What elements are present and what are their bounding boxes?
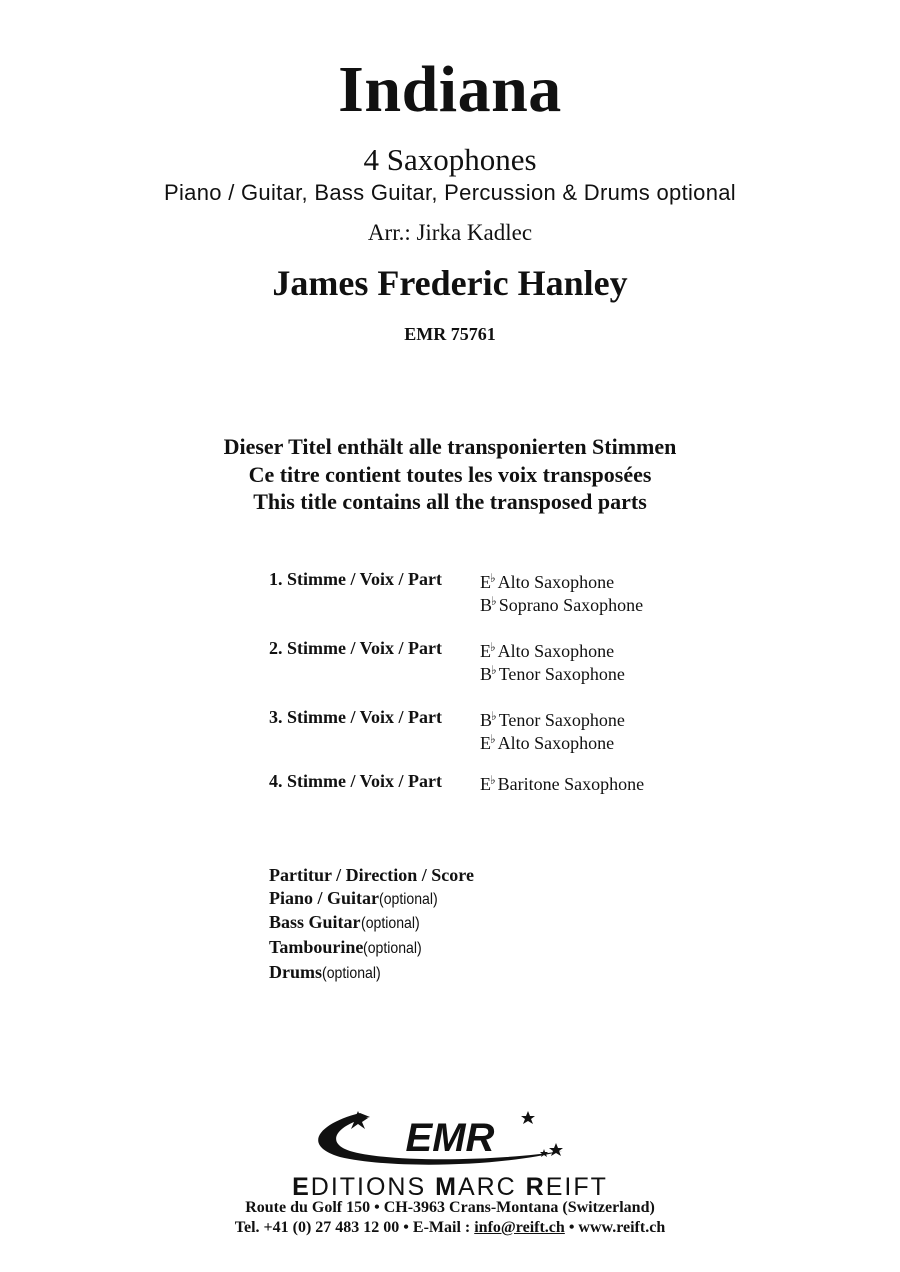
- website: • www.reift.ch: [564, 1219, 666, 1236]
- publisher-address: Route du Golf 150 • CH-3963 Crans-Montana (Switzerland): [245, 1199, 655, 1216]
- composer: James Frederic Hanley: [272, 263, 628, 303]
- part-instrument: E♭ Alto Saxophone: [480, 571, 615, 592]
- extra-item: Partitur / Direction / Score: [269, 865, 474, 885]
- extra-item: Piano / Guitar(optional): [269, 887, 438, 908]
- part-label: 1. Stimme / Voix / Part: [269, 569, 442, 589]
- extra-item: Bass Guitar(optional): [269, 912, 420, 933]
- publisher-tel: Tel. +41 (0) 27 483 12 00 • E-Mail :: [234, 1219, 475, 1236]
- transposition-notice: [0, 433, 900, 516]
- subtitle: 4 Saxophones: [363, 142, 537, 177]
- part-instrument: B♭ Tenor Saxophone: [480, 709, 625, 730]
- publisher-name: EDITIONS MARC REIFT: [292, 1173, 608, 1201]
- catalog-number: EMR 75761: [404, 324, 496, 344]
- notice-french: Ce titre contient toutes les voix transposées: [248, 461, 652, 487]
- additional-parts: [269, 864, 474, 986]
- part-instrument: B♭ Soprano Saxophone: [480, 594, 644, 615]
- publisher-contact: [0, 1219, 900, 1237]
- extra-item: Drums(optional): [269, 961, 381, 982]
- instrumentation: Piano / Guitar, Bass Guitar, Percussion & Drums optional: [164, 180, 736, 205]
- notice-english: This title contains all the transposed parts: [253, 489, 647, 514]
- part-instrument: E♭ Alto Saxophone: [480, 640, 615, 661]
- part-instruments: [480, 638, 625, 684]
- part-instruments: [480, 707, 625, 753]
- part-label: 4. Stimme / Voix / Part: [269, 771, 442, 791]
- arranger: Arr.: Jirka Kadlec: [367, 220, 533, 245]
- part-instrument: B♭ Tenor Saxophone: [480, 663, 625, 684]
- part-instruments: [480, 771, 644, 794]
- email-link[interactable]: info@reift.ch: [474, 1219, 565, 1236]
- part-instruments: [480, 569, 643, 615]
- part-instrument: E♭ Alto Saxophone: [480, 732, 615, 753]
- title: Indiana: [338, 53, 562, 126]
- logo-text: EMR: [405, 1116, 495, 1160]
- notice-german: Dieser Titel enthält alle transponierten Stimmen: [223, 434, 677, 459]
- emr-logo: [300, 1105, 600, 1175]
- part-label: 2. Stimme / Voix / Part: [269, 638, 442, 658]
- extra-item: Tambourine(optional): [269, 937, 423, 958]
- part-instrument: E♭ Baritone Saxophone: [480, 773, 645, 794]
- part-label: 3. Stimme / Voix / Part: [269, 707, 442, 727]
